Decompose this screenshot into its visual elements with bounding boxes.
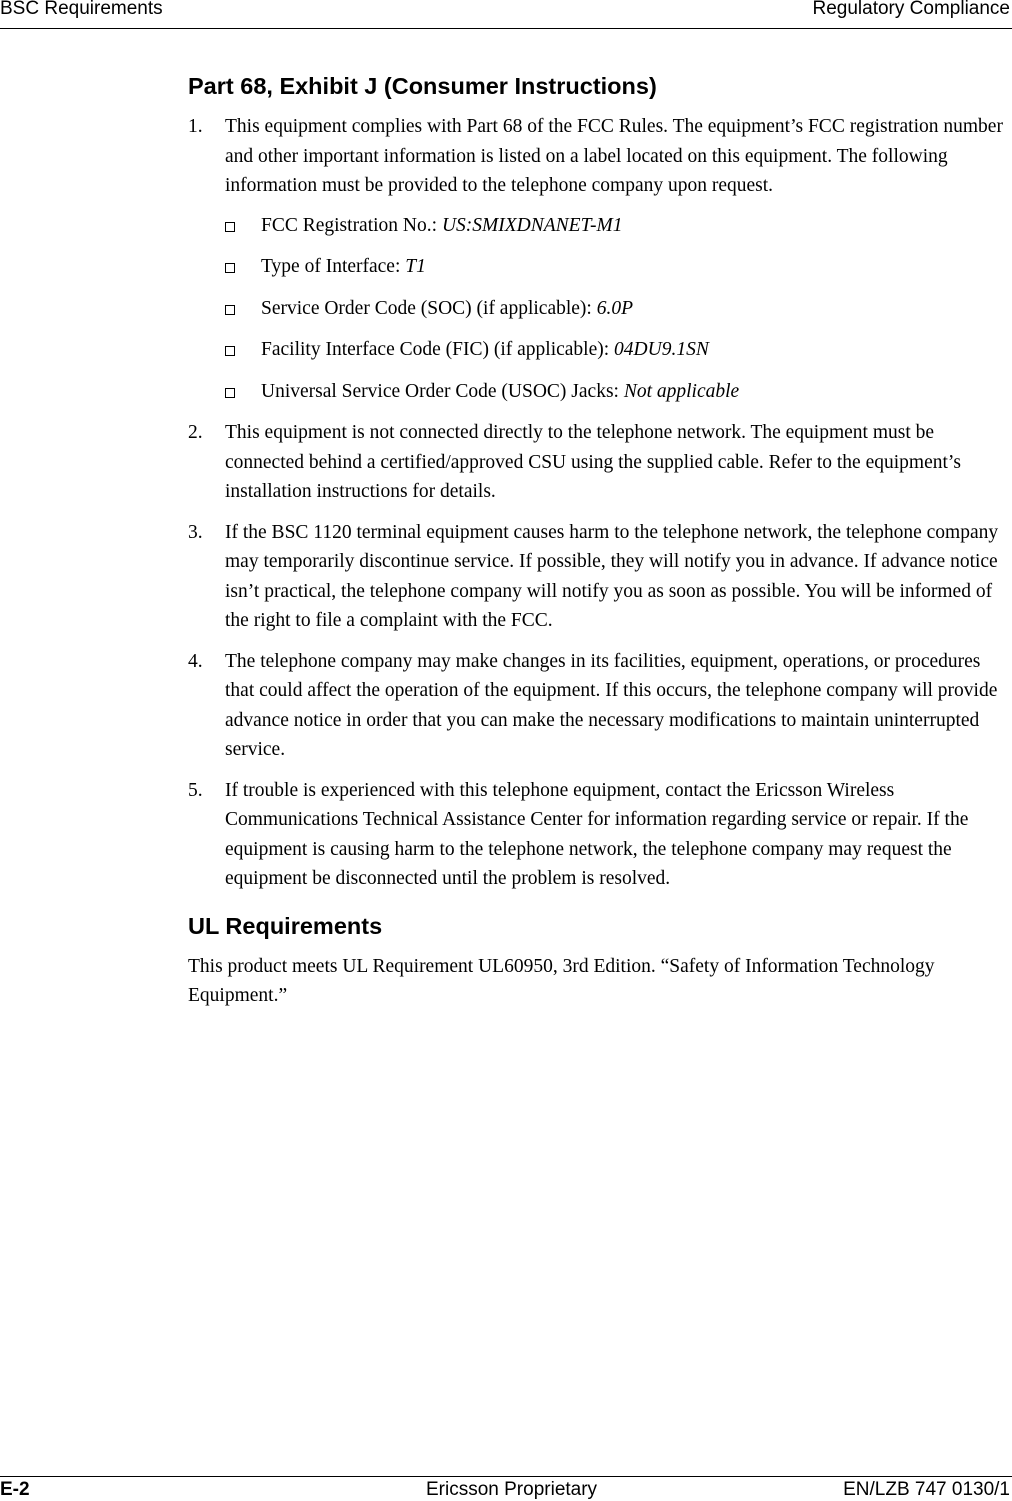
info-label: FCC Registration No.: — [261, 214, 438, 236]
registration-info-item — [225, 294, 1010, 324]
list-item — [188, 776, 1010, 894]
registration-info-item — [225, 211, 1010, 241]
list-item-number: 1. — [188, 116, 203, 137]
checkbox-bullet-icon — [225, 305, 235, 315]
document-number: EN/LZB 747 0130/1 — [843, 1479, 1010, 1500]
info-label: Universal Service Order Code (USOC) Jacks: — [261, 380, 619, 402]
info-label: Type of Interface: — [261, 256, 401, 277]
footer-proprietary: Ericsson Proprietary — [426, 1479, 598, 1500]
list-item-number: 2. — [188, 422, 203, 443]
page-header — [0, 0, 1012, 29]
page-content — [188, 68, 1010, 1011]
info-value: Not applicable — [623, 380, 740, 402]
registration-info-list — [225, 211, 1010, 407]
info-value: T1 — [405, 256, 426, 277]
list-item — [188, 418, 1010, 507]
list-item-text: This equipment complies with Part 68 of the FCC Rules. The equipment’s FCC registration number and other important information is listed on a label located on this equipment. The following information must be provided to the telephone company upon request. — [225, 116, 1003, 196]
checkbox-bullet-icon — [225, 263, 235, 273]
list-item-text: The telephone company may make changes in its facilities, equipment, operations, or procedures that could affect the operation of the equipment. If this occurs, the telephone company will provide advance notice in order that you can make the necessary modifications to maintain uninterrupted service. — [225, 650, 998, 760]
info-label: Service Order Code (SOC) (if applicable): — [261, 297, 592, 319]
page-number: E-2 — [0, 1479, 30, 1500]
consumer-instructions-list — [188, 112, 1010, 894]
list-item-text: If the BSC 1120 terminal equipment causes harm to the telephone network, the telephone company may temporarily discontinue service. If possible, they will notify you in advance. If advance notice isn’t practical, the telephone company will notify you as soon as possible. You will be informed of the right to file a complaint with the FCC. — [225, 521, 999, 631]
info-value: 6.0P — [596, 297, 634, 319]
info-label: Facility Interface Code (FIC) (if applicable): — [261, 339, 610, 360]
list-item — [188, 647, 1010, 765]
info-value: 04DU9.1SN — [614, 339, 709, 360]
list-item — [188, 112, 1010, 406]
registration-info-item — [225, 252, 1010, 282]
checkbox-bullet-icon — [225, 388, 235, 398]
list-item-text: This equipment is not connected directly to the telephone network. The equipment must be connected behind a certified/approved CSU using the supplied cable. Refer to the equipment’s installation instructions for details. — [225, 422, 961, 502]
list-item — [188, 518, 1010, 636]
registration-info-item — [225, 377, 1010, 407]
header-section-title: BSC Requirements — [0, 0, 163, 19]
header-chapter-title: Regulatory Compliance — [812, 0, 1010, 19]
section-heading-ul: UL Requirements — [188, 912, 383, 939]
list-item-number: 4. — [188, 650, 203, 672]
ul-requirements-text: This product meets UL Requirement UL60950, 3rd Edition. “Safety of Information Technology Equipment.” — [188, 955, 935, 1006]
list-item-number: 5. — [188, 779, 203, 801]
registration-info-item — [225, 335, 1010, 365]
info-value: US:SMIXDNANET-M1 — [441, 214, 623, 236]
section-heading-part68: Part 68, Exhibit J (Consumer Instructions) — [188, 73, 657, 99]
checkbox-bullet-icon — [225, 346, 235, 356]
page-footer — [0, 1476, 1012, 1501]
list-item-number: 3. — [188, 521, 203, 543]
checkbox-bullet-icon — [225, 222, 235, 232]
list-item-text: If trouble is experienced with this telephone equipment, contact the Ericsson Wireless Communications Technical Assistance Center for information regarding service or repair. If the equipment is causing harm to the telephone network, the telephone company may request the equipment be disconnected until the problem is resolved. — [225, 779, 969, 889]
